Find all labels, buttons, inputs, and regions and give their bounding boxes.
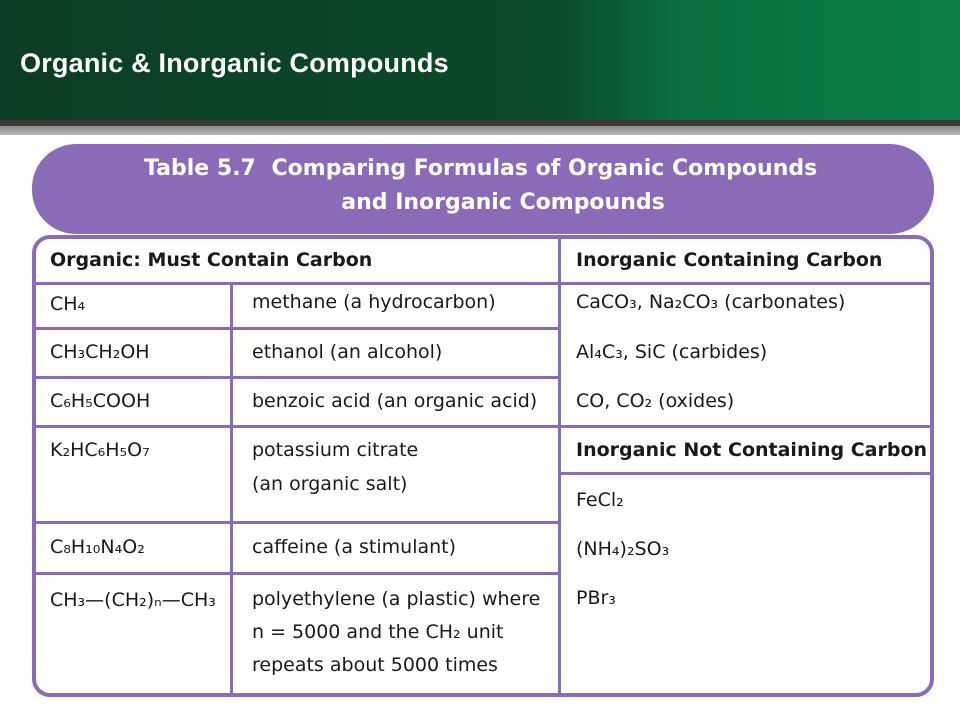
- inorganic-carbon-header: Inorganic Containing Carbon: [576, 249, 883, 271]
- organic-description: n = 5000 and the CH₂ unit: [252, 621, 504, 643]
- table-caption-line2: and Inorganic Compounds: [341, 190, 665, 215]
- inorganic-carbon-item: Al₄C₃, SiC (carbides): [576, 341, 768, 363]
- title-banner: [0, 0, 960, 120]
- inorganic-noncarbon-item: PBr₃: [576, 587, 616, 609]
- organic-formula: K₂HC₆H₅O₇: [50, 439, 150, 461]
- slide-title: Organic & Inorganic Compounds: [20, 48, 449, 78]
- organic-description: caffeine (a stimulant): [252, 536, 457, 558]
- organic-formula: CH₄: [50, 293, 86, 315]
- organic-description: methane (a hydrocarbon): [252, 291, 496, 313]
- organic-formula: CH₃CH₂OH: [50, 341, 150, 363]
- row-divider: [558, 472, 934, 475]
- organic-description: benzoic acid (an organic acid): [252, 390, 538, 412]
- row-divider: [32, 521, 560, 524]
- row-divider: [32, 376, 560, 379]
- banner-divider-shadow: [0, 126, 960, 135]
- organic-description: ethanol (an alcohol): [252, 341, 443, 363]
- table-caption-line1: [32, 156, 934, 181]
- row-divider: [32, 572, 560, 575]
- inorganic-carbon-item: CO, CO₂ (oxides): [576, 390, 735, 412]
- table-caption-header: [32, 144, 934, 234]
- inorganic-noncarbon-item: (NH₄)₂SO₃: [576, 538, 670, 560]
- column-divider-main: [558, 238, 561, 694]
- organic-description: repeats about 5000 times: [252, 654, 498, 676]
- inorganic-noncarbon-item: FeCl₂: [576, 489, 624, 511]
- column-divider-organic: [230, 284, 233, 694]
- organic-formula: C₆H₅COOH: [50, 390, 151, 412]
- organic-formula: C₈H₁₀N₄O₂: [50, 536, 145, 558]
- inorganic-noncarbon-header: Inorganic Not Containing Carbon: [576, 439, 928, 461]
- organic-description: potassium citrate: [252, 439, 419, 461]
- row-divider: [32, 282, 934, 285]
- organic-description: (an organic salt): [252, 473, 408, 495]
- table-caption-text-1: Comparing Formulas of Organic Compounds: [271, 156, 818, 181]
- organic-formula: CH₃—(CH₂)ₙ—CH₃: [50, 589, 216, 611]
- row-divider: [32, 327, 560, 330]
- organic-description: polyethylene (a plastic) where: [252, 588, 541, 610]
- organic-column-header: Organic: Must Contain Carbon: [50, 249, 373, 271]
- inorganic-carbon-item: CaCO₃, Na₂CO₃ (carbonates): [576, 291, 846, 313]
- row-divider: [32, 425, 934, 428]
- table-number: Table 5.7: [144, 156, 256, 181]
